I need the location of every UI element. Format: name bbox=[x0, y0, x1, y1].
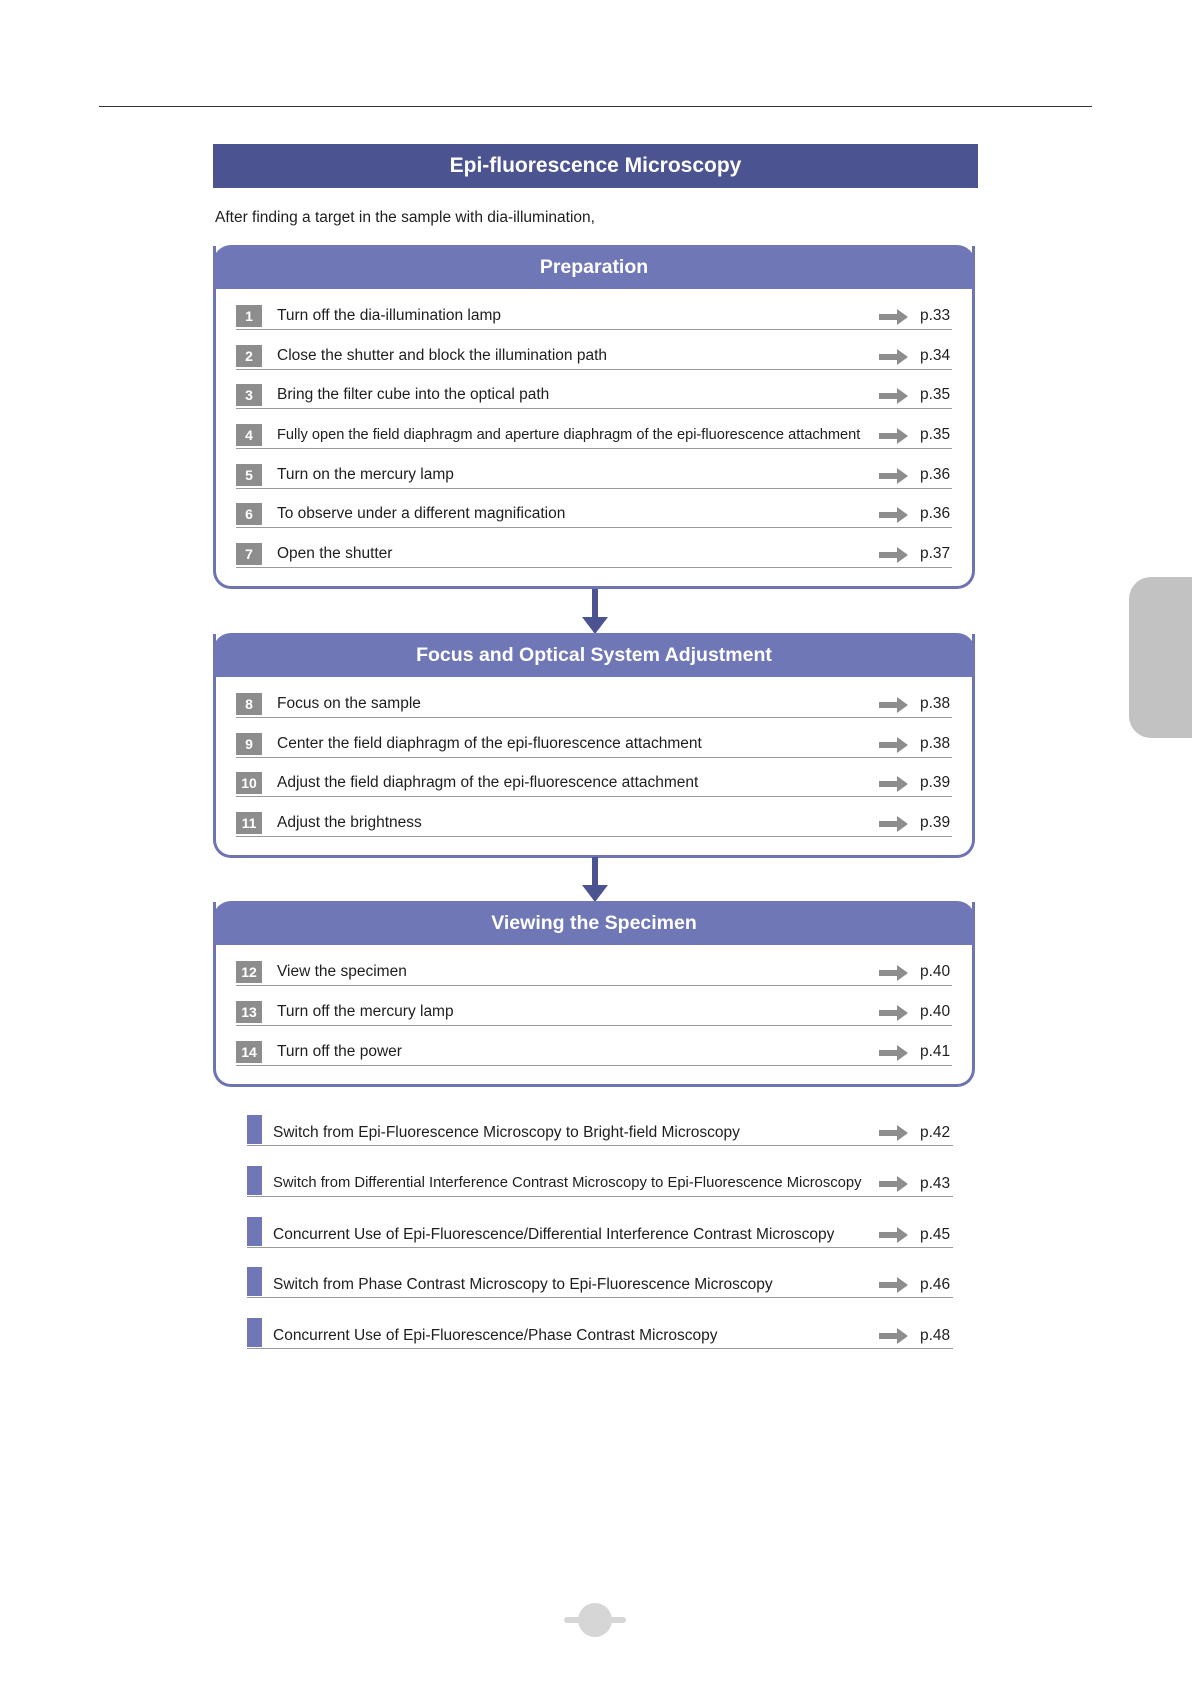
step-row[interactable] bbox=[236, 772, 952, 797]
section-heading-focus: Focus and Optical System Adjustment bbox=[213, 633, 975, 677]
step-text: Open the shutter bbox=[277, 545, 393, 562]
step-row[interactable] bbox=[236, 503, 952, 528]
page-title: Epi-fluorescence Microscopy bbox=[213, 144, 978, 188]
step-number: 6 bbox=[236, 503, 262, 525]
page-reference[interactable]: p.36 bbox=[920, 466, 951, 483]
section-heading-viewing: Viewing the Specimen bbox=[213, 901, 975, 945]
step-row[interactable] bbox=[236, 1001, 952, 1026]
right-arrow-icon bbox=[879, 1175, 909, 1193]
step-text: Turn off the dia-illumination lamp bbox=[277, 307, 502, 324]
page-reference[interactable]: p.42 bbox=[920, 1124, 951, 1141]
step-number: 9 bbox=[236, 733, 262, 755]
page-reference[interactable]: p.40 bbox=[920, 1003, 951, 1020]
step-text: View the specimen bbox=[277, 963, 407, 980]
step-text: To observe under a different magnification bbox=[277, 505, 566, 522]
section-preparation bbox=[213, 246, 975, 589]
related-marker bbox=[247, 1318, 262, 1347]
right-arrow-icon bbox=[879, 1276, 909, 1294]
page-reference[interactable]: p.41 bbox=[920, 1043, 951, 1060]
step-number: 1 bbox=[236, 305, 262, 327]
page-reference[interactable]: p.34 bbox=[920, 347, 951, 364]
related-text: Switch from Differential Interference Contrast Microscopy to Epi-Fluorescence Microscopy bbox=[273, 1175, 862, 1191]
step-row[interactable] bbox=[236, 733, 952, 758]
top-rule bbox=[99, 106, 1092, 107]
step-number: 10 bbox=[236, 772, 262, 794]
step-row[interactable] bbox=[236, 1041, 952, 1066]
related-procedure[interactable] bbox=[247, 1318, 953, 1349]
related-procedure[interactable] bbox=[247, 1217, 953, 1248]
step-row[interactable] bbox=[236, 693, 952, 718]
related-text: Switch from Phase Contrast Microscopy to Epi-Fluorescence Microscopy bbox=[273, 1276, 773, 1293]
down-arrow-icon bbox=[581, 857, 609, 903]
related-marker bbox=[247, 1115, 262, 1144]
right-arrow-icon bbox=[879, 696, 909, 714]
related-procedure[interactable] bbox=[247, 1267, 953, 1298]
step-text: Focus on the sample bbox=[277, 695, 421, 712]
page-reference[interactable]: p.35 bbox=[920, 386, 951, 403]
page-number-marker bbox=[578, 1603, 612, 1637]
right-arrow-icon bbox=[879, 964, 909, 982]
step-row[interactable] bbox=[236, 305, 952, 330]
step-number: 7 bbox=[236, 543, 262, 565]
step-number: 13 bbox=[236, 1001, 262, 1023]
step-number: 5 bbox=[236, 464, 262, 486]
page-reference[interactable]: p.38 bbox=[920, 695, 951, 712]
section-heading-preparation: Preparation bbox=[213, 245, 975, 289]
right-arrow-icon bbox=[879, 1327, 909, 1345]
page-reference[interactable]: p.45 bbox=[920, 1226, 951, 1243]
page-reference[interactable]: p.35 bbox=[920, 426, 951, 443]
step-text: Adjust the field diaphragm of the epi-fluorescence attachment bbox=[277, 774, 699, 791]
right-arrow-icon bbox=[879, 506, 909, 524]
related-marker bbox=[247, 1267, 262, 1296]
page-reference[interactable]: p.40 bbox=[920, 963, 951, 980]
step-text: Bring the filter cube into the optical path bbox=[277, 386, 550, 403]
related-text: Concurrent Use of Epi-Fluorescence/Phase Contrast Microscopy bbox=[273, 1327, 718, 1344]
step-row[interactable] bbox=[236, 345, 952, 370]
page-reference[interactable]: p.48 bbox=[920, 1327, 951, 1344]
page-reference[interactable]: p.46 bbox=[920, 1276, 951, 1293]
step-row[interactable] bbox=[236, 812, 952, 837]
step-text: Turn off the power bbox=[277, 1043, 402, 1060]
right-arrow-icon bbox=[879, 427, 909, 445]
related-marker bbox=[247, 1166, 262, 1195]
right-arrow-icon bbox=[879, 815, 909, 833]
right-arrow-icon bbox=[879, 1226, 909, 1244]
step-row[interactable] bbox=[236, 961, 952, 986]
related-text: Switch from Epi-Fluorescence Microscopy to Bright-field Microscopy bbox=[273, 1124, 740, 1141]
step-text: Close the shutter and block the illumination path bbox=[277, 347, 608, 364]
page-reference[interactable]: p.39 bbox=[920, 774, 951, 791]
related-procedure[interactable] bbox=[247, 1166, 953, 1197]
related-procedure[interactable] bbox=[247, 1115, 953, 1146]
step-text: Center the field diaphragm of the epi-fluorescence attachment bbox=[277, 735, 702, 752]
right-arrow-icon bbox=[879, 467, 909, 485]
related-text: Concurrent Use of Epi-Fluorescence/Differential Interference Contrast Microscopy bbox=[273, 1226, 835, 1243]
page-reference[interactable]: p.38 bbox=[920, 735, 951, 752]
right-arrow-icon bbox=[879, 775, 909, 793]
step-number: 12 bbox=[236, 961, 262, 983]
step-text: Fully open the field diaphragm and aperture diaphragm of the epi-fluorescence attachment bbox=[277, 427, 861, 443]
step-number: 8 bbox=[236, 693, 262, 715]
step-text: Adjust the brightness bbox=[277, 814, 422, 831]
right-arrow-icon bbox=[879, 736, 909, 754]
right-arrow-icon bbox=[879, 387, 909, 405]
related-marker bbox=[247, 1217, 262, 1246]
right-arrow-icon bbox=[879, 546, 909, 564]
step-row[interactable] bbox=[236, 384, 952, 409]
right-arrow-icon bbox=[879, 308, 909, 326]
page-reference[interactable]: p.43 bbox=[920, 1175, 951, 1192]
page-reference[interactable]: p.33 bbox=[920, 307, 951, 324]
down-arrow-icon bbox=[581, 589, 609, 635]
chapter-tab[interactable] bbox=[1129, 577, 1192, 738]
step-number: 11 bbox=[236, 812, 262, 834]
right-arrow-icon bbox=[879, 348, 909, 366]
intro-text: After finding a target in the sample with dia-illumination, bbox=[215, 209, 595, 226]
step-number: 14 bbox=[236, 1041, 262, 1063]
page-reference[interactable]: p.37 bbox=[920, 545, 951, 562]
step-number: 4 bbox=[236, 424, 262, 446]
step-row[interactable] bbox=[236, 424, 952, 449]
step-row[interactable] bbox=[236, 543, 952, 568]
step-text: Turn off the mercury lamp bbox=[277, 1003, 454, 1020]
right-arrow-icon bbox=[879, 1124, 909, 1142]
right-arrow-icon bbox=[879, 1044, 909, 1062]
page-reference[interactable]: p.39 bbox=[920, 814, 951, 831]
step-text: Turn on the mercury lamp bbox=[277, 466, 454, 483]
step-number: 3 bbox=[236, 384, 262, 406]
step-number: 2 bbox=[236, 345, 262, 367]
step-row[interactable] bbox=[236, 464, 952, 489]
right-arrow-icon bbox=[879, 1004, 909, 1022]
page-reference[interactable]: p.36 bbox=[920, 505, 951, 522]
